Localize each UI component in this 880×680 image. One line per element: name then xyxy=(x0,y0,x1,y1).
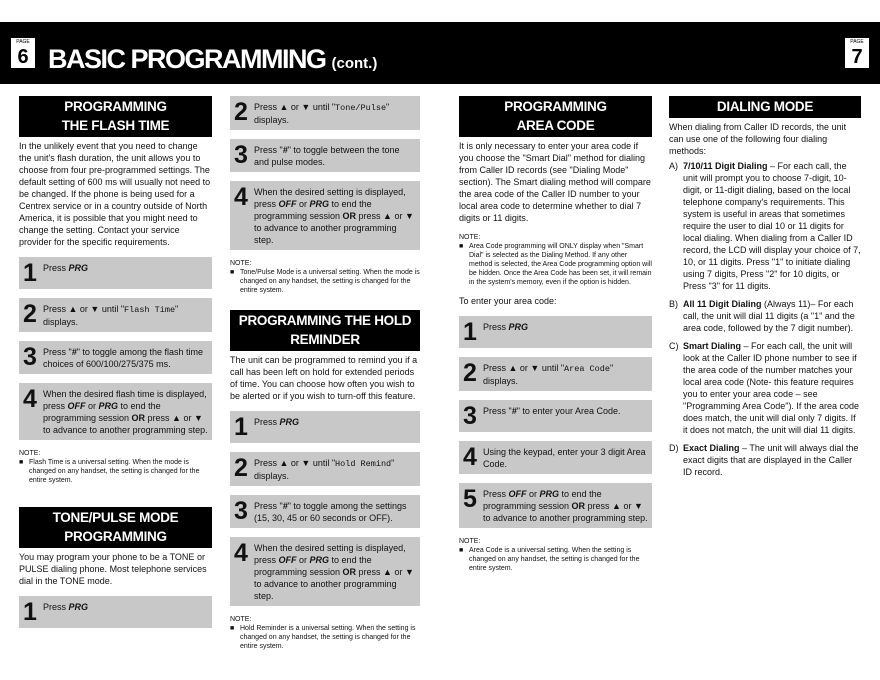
dialing-intro: When dialing from Caller ID records, the unit can use one of the following four dialing methods: xyxy=(669,122,847,156)
step-text: When the desired setting is displayed, press OFF or PRG to end the programming session OR press ▲ or ▼ to advance to another programming step. xyxy=(254,543,414,601)
step-text: Press ▲ or ▼ until "Hold Remind" displays. xyxy=(254,458,395,481)
step-number: 3 xyxy=(463,402,477,430)
step-box xyxy=(230,96,420,130)
step-text: Press "#" to toggle among the flash time choices of 600/100/275/375 ms. xyxy=(43,347,203,369)
tone-note xyxy=(230,259,420,295)
option-letter: D) xyxy=(669,443,679,453)
bullet-icon: ■ xyxy=(19,459,24,466)
note-label: NOTE: xyxy=(230,616,252,623)
step-text: Press PRG xyxy=(254,417,300,427)
heading-line: TONE/PULSE MODE xyxy=(52,510,179,525)
note-text: Tone/Pulse Mode is a universal setting. When the mode is changed on any handset, the setting is changed for the entire system. xyxy=(240,269,420,294)
area-code-intro: It is only necessary to enter your area code if you choose the "Smart Dial" method for dialing from Caller ID records (see "Dialing Mode" section). The Smart dialing method will compare the area code of the Caller ID number to your local area code to determine whether to dial 7 digits or 11 digits. xyxy=(459,141,651,223)
section-heading-area-code xyxy=(459,96,652,137)
option-letter: A) xyxy=(669,161,678,171)
section-heading-dialing-mode: DIALING MODE xyxy=(669,96,861,118)
page-label: PAGE xyxy=(16,39,30,45)
step-number: 4 xyxy=(234,539,248,567)
step-text: Press ▲ or ▼ until "Flash Time" displays. xyxy=(43,304,179,327)
column-flash-time xyxy=(19,96,212,628)
step-box xyxy=(230,537,420,606)
step-number: 3 xyxy=(23,343,37,371)
step-text: Using the keypad, enter your 3 digit Area Code. xyxy=(483,447,646,469)
heading-line: PROGRAMMING xyxy=(64,99,167,114)
step-number: 5 xyxy=(463,485,477,513)
heading-line: THE FLASH TIME xyxy=(61,118,170,133)
step-box xyxy=(230,452,420,486)
step-box xyxy=(19,596,212,628)
step-box xyxy=(19,257,212,289)
note-text: Hold Reminder is a universal setting. When the setting is changed on any handset, the setting is changed for the entire system. xyxy=(240,625,416,650)
step-text: Press "#" to enter your Area Code. xyxy=(483,406,621,416)
step-text: Press ▲ or ▼ until "Tone/Pulse" displays. xyxy=(254,102,390,125)
option-text: 7/10/11 Digit Dialing – For each call, the unit will prompt you to choose 7-digit, 10-digit, or 11-digit dialing, based on the local telephone company's requirements. This system is useful in areas that sometimes require the user to dial 10 or 11 digits for local dialing. When dialing from a Caller ID record, the LCD will display your choice of 7, 10, or 11 digits. Press "1" to initiate dialing using 7 digits, Press "2" for 10 digits, or Press "3" for 11 digits. xyxy=(683,161,861,291)
area-code-note xyxy=(459,233,652,287)
bullet-icon: ■ xyxy=(230,269,235,276)
step-number: 4 xyxy=(234,183,248,211)
option-letter: B) xyxy=(669,299,678,309)
heading-line: PROGRAMMING THE HOLD xyxy=(238,313,412,328)
note-label: NOTE: xyxy=(230,260,252,267)
step-number: 1 xyxy=(234,413,248,441)
step-number: 2 xyxy=(234,98,248,126)
step-text: Press "#" to toggle between the tone and pulse modes. xyxy=(254,145,400,167)
heading-line: AREA CODE xyxy=(516,118,595,133)
note-text: Flash Time is a universal setting. When the mode is changed on any handset, the setting is changed for the entire system. xyxy=(29,459,200,484)
step-box xyxy=(230,411,420,443)
step-box xyxy=(19,298,212,332)
column-area-code xyxy=(459,96,652,573)
note-text: Area Code is a universal setting. When the setting is changed on any handset, the setting is changed for the entire system. xyxy=(469,547,640,572)
step-text: When the desired setting is displayed, press OFF or PRG to end the programming session OR press ▲ or ▼ to advance to another programming step. xyxy=(254,187,414,245)
dialing-option xyxy=(669,340,861,436)
section-heading-tone-pulse xyxy=(19,507,212,548)
page-header xyxy=(0,22,880,84)
step-number: 4 xyxy=(23,385,37,413)
dialing-option xyxy=(669,442,861,478)
step-number: 4 xyxy=(463,443,477,471)
note-text: Area Code programming will ONLY display when "Smart Dial" is selected as the Dialing Method. If any other method is selected, the Area Code programming option will be hidden. Once the Area Code has been set, it will remain in the system's memory, even if the option is hidden. xyxy=(469,243,652,286)
left-page-number: 6 xyxy=(17,46,29,68)
step-box xyxy=(230,181,420,250)
option-text: All 11 Digit Dialing (Always 11)– For each call, the unit will dial 11 digits (a "1" and the area code, followed by the 7 digit number). xyxy=(683,299,855,333)
step-box xyxy=(19,383,212,440)
step-number: 3 xyxy=(234,141,248,169)
tone-intro: You may program your phone to be a TONE or PULSE dialing phone. Most telephone services dial in the TONE mode. xyxy=(19,552,207,586)
flash-note xyxy=(19,449,212,485)
note-label: NOTE: xyxy=(459,234,481,241)
left-page-number-box xyxy=(11,38,35,68)
step-text: Press "#" to toggle among the settings (15, 30, 45 or 60 seconds or OFF). xyxy=(254,501,407,523)
bullet-icon: ■ xyxy=(459,243,464,250)
step-number: 1 xyxy=(23,598,37,626)
hold-note xyxy=(230,615,420,651)
page-label: PAGE xyxy=(850,39,864,45)
step-text: Press OFF or PRG to end the programming session OR press ▲ or ▼ to advance to another programming step. xyxy=(483,489,648,523)
section-heading-hold-reminder xyxy=(230,310,420,351)
option-text: Smart Dialing – For each call, the unit will look at the Caller ID phone number to see if the area code of the number matches your local area code (Note- this feature requires you to enter your area code – see "Programming Area Code"). If the area code does match, the unit will dial only 7 digits. If it does not match, the unit will dial 11 digits. xyxy=(683,341,859,435)
step-box xyxy=(459,357,652,391)
step-number: 3 xyxy=(234,497,248,525)
area-code-note-2 xyxy=(459,537,652,573)
bullet-icon: ■ xyxy=(230,625,235,632)
title-suffix: (cont.) xyxy=(331,55,378,72)
title-main: BASIC PROGRAMMING xyxy=(48,44,326,74)
step-text: Press PRG xyxy=(43,263,89,273)
step-box xyxy=(230,495,420,528)
heading-line: PROGRAMMING xyxy=(64,529,167,544)
enter-area-code-text: To enter your area code: xyxy=(459,296,557,306)
step-box xyxy=(459,483,652,528)
option-letter: C) xyxy=(669,341,679,351)
step-number: 2 xyxy=(23,300,37,328)
note-label: NOTE: xyxy=(19,450,41,457)
step-text: Press ▲ or ▼ until "Area Code" displays. xyxy=(483,363,614,386)
bullet-icon: ■ xyxy=(459,547,464,554)
heading-line: PROGRAMMING xyxy=(504,99,607,114)
step-box xyxy=(459,316,652,348)
step-number: 1 xyxy=(23,259,37,287)
note-label: NOTE: xyxy=(459,538,481,545)
step-number: 2 xyxy=(463,359,477,387)
column-dialing-mode xyxy=(669,96,861,478)
step-number: 1 xyxy=(463,318,477,346)
step-box xyxy=(459,441,652,474)
section-heading-flash-time xyxy=(19,96,212,137)
column-tone-hold xyxy=(230,96,420,651)
step-text: Press PRG xyxy=(483,322,529,332)
dialing-option xyxy=(669,160,861,292)
right-page-number-box xyxy=(845,38,869,68)
step-box xyxy=(459,400,652,432)
step-text: Press PRG xyxy=(43,602,89,612)
hold-intro: The unit can be programmed to remind you if a call has been left on hold for extended periods of time. You can choose how often you wish to be alerted or if you wish to turn-off this feature. xyxy=(230,355,418,401)
right-page-number: 7 xyxy=(851,46,863,68)
step-box xyxy=(19,341,212,374)
option-text: Exact Dialing – The unit will always dial the exact digits that are displayed in the Caller ID record. xyxy=(683,443,859,477)
step-number: 2 xyxy=(234,454,248,482)
heading-line: REMINDER xyxy=(290,332,360,347)
flash-intro: In the unlikely event that you need to change the unit's flash duration, the unit allows you to choose from four pre-programmed settings. The default setting of 600 ms will usually not need to be changed. If the phone is being used for a Centrex service or in a country outside of North America, it is possible that you might need to change the setting. Contact your service provider for the specific requirements. xyxy=(19,141,211,247)
page-title xyxy=(48,44,377,79)
step-text: When the desired flash time is displayed, press OFF or PRG to end the programming session OR press ▲ or ▼ to advance to another programming step. xyxy=(43,389,208,435)
step-box xyxy=(230,139,420,172)
dialing-option xyxy=(669,298,861,334)
